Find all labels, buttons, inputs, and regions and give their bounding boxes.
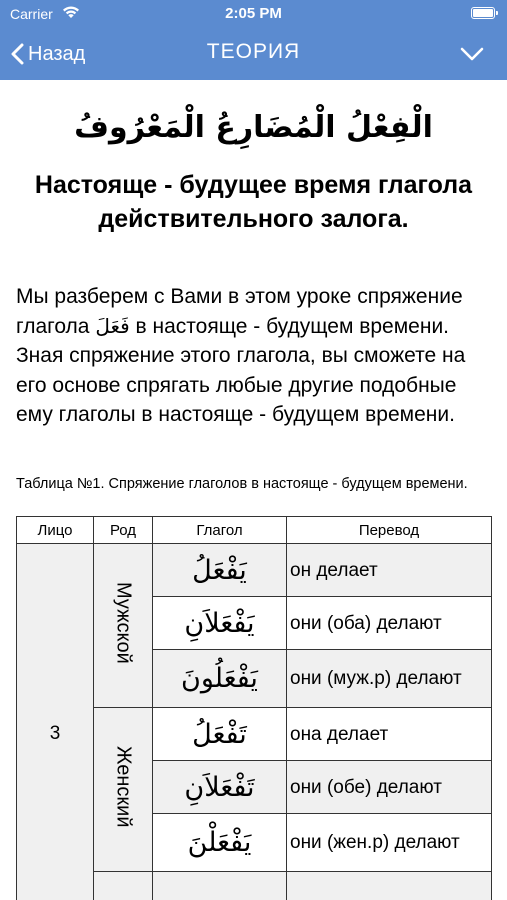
person-cell: 3 <box>17 544 94 900</box>
navigation-bar <box>0 28 507 80</box>
gender-cell <box>94 872 153 900</box>
table-row <box>17 544 492 597</box>
translation-cell: они (жен.р) делают <box>287 814 492 872</box>
gender-label: Мужской <box>112 582 135 664</box>
page-title: ТЕОРИЯ <box>206 40 301 63</box>
translation-cell: они (обе) делают <box>287 761 492 814</box>
verb-cell: تَفْعَلُ <box>153 708 287 761</box>
theory-content[interactable] <box>0 80 507 900</box>
intro-text-start: Мы разберем с Вами в этом уроке спряжение глагола <box>16 285 463 338</box>
gender-label: Женский <box>112 746 135 828</box>
verb-cell: يَفْعَلُ <box>153 544 287 597</box>
header-person: Лицо <box>17 517 94 544</box>
translation-cell: они (оба) делают <box>287 597 492 650</box>
intro-arabic-verb: فَعَلَ <box>95 313 130 338</box>
back-label: Назад <box>28 42 86 65</box>
verb-cell: تَفْعَلاَنِ <box>153 761 287 814</box>
intro-paragraph <box>16 282 493 430</box>
status-bar <box>0 0 507 28</box>
verb-cell <box>153 872 287 900</box>
translation-cell <box>287 872 492 900</box>
chevron-down-icon[interactable] <box>459 42 485 66</box>
gender-cell-feminine <box>94 708 153 872</box>
gender-cell-masculine <box>94 544 153 708</box>
arabic-heading: الْفِعْلُ الْمُضَارِعُ الْمَعْرُوفُ <box>74 110 433 145</box>
conjugation-table <box>16 516 492 900</box>
clock: 2:05 PM <box>225 5 282 22</box>
intro-text-end: в настояще - будущем времени. Зная спряжение этого глагола, вы сможете на его основе спрягать любые другие подобные ему глаголы в настояще - будущем времени. <box>16 314 466 426</box>
translation-cell: он делает <box>287 544 492 597</box>
lesson-heading: Настояще - будущее время глагола действительного залога. <box>34 171 473 233</box>
battery-icon <box>471 7 495 19</box>
header-gender: Род <box>94 517 153 544</box>
header-verb: Глагол <box>153 517 287 544</box>
carrier-label: Carrier <box>10 6 53 22</box>
table-caption: Таблица №1. Спряжение глаголов в настояще - будущем времени. <box>16 476 468 492</box>
header-translation: Перевод <box>287 517 492 544</box>
translation-cell: они (муж.р) делают <box>287 650 492 708</box>
verb-cell: يَفْعَلْنَ <box>153 814 287 872</box>
verb-cell: يَفْعَلاَنِ <box>153 597 287 650</box>
translation-cell: она делает <box>287 708 492 761</box>
verb-cell: يَفْعَلُونَ <box>153 650 287 708</box>
table-header-row <box>17 517 492 544</box>
